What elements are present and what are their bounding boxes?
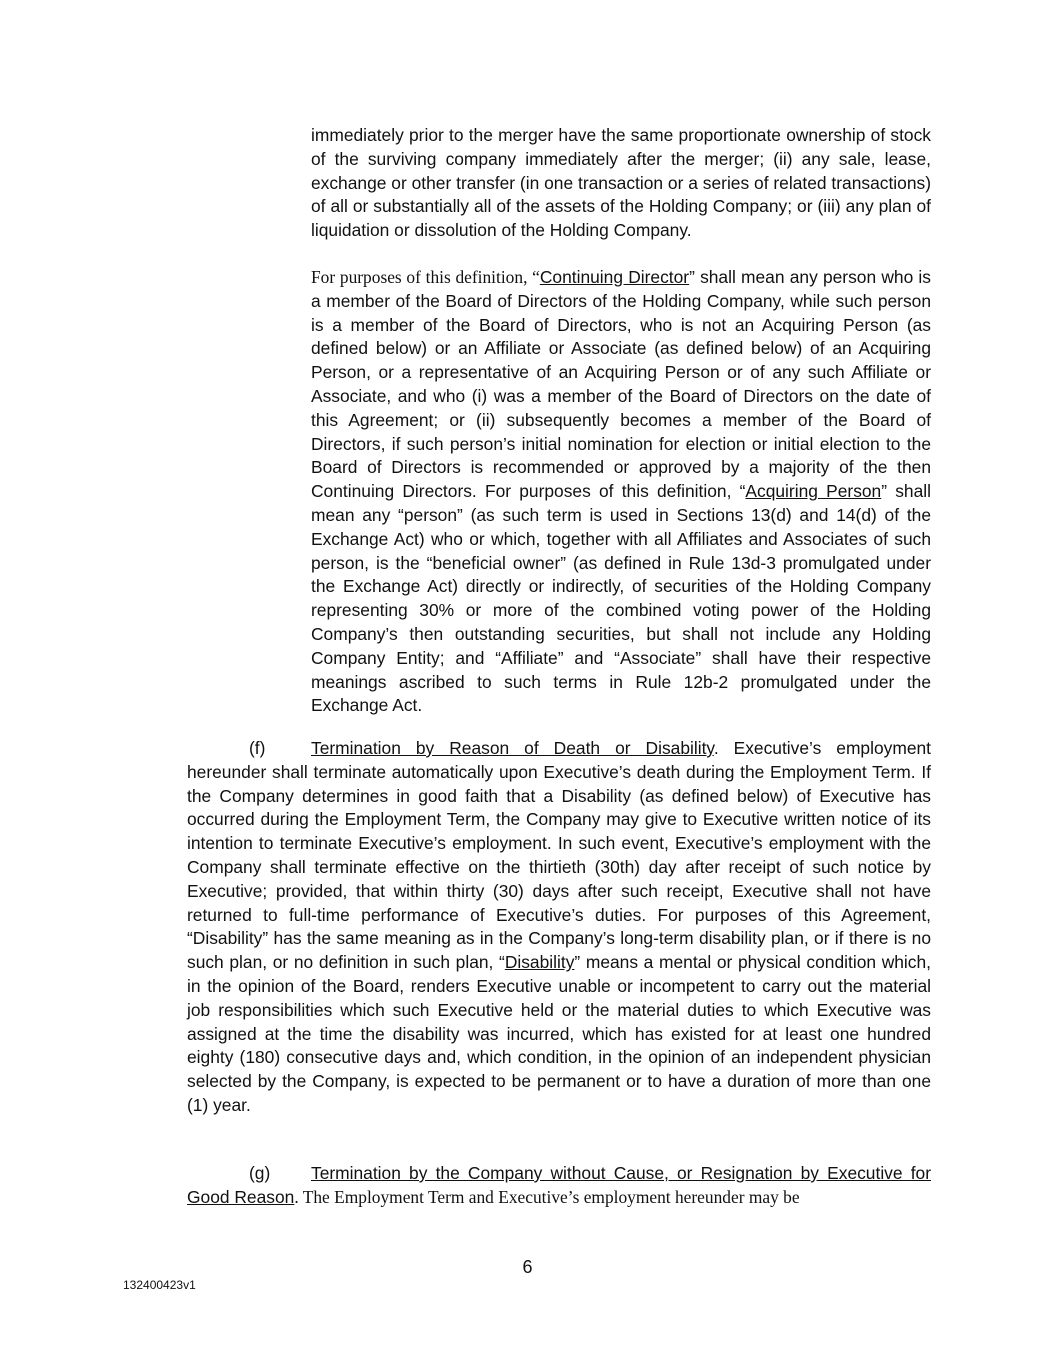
p2-lead: For purposes of this definition, “: [311, 267, 540, 287]
section-f-number: (f): [249, 738, 266, 758]
section-g-body: . The Employment Term and Executive’s employment hereunder may be: [294, 1186, 800, 1207]
section-g-paragraph: [187, 1162, 931, 1210]
term-disability: Disability: [504, 952, 575, 973]
term-continuing-director: Continuing Director: [539, 267, 690, 287]
section-g-number: (g): [249, 1163, 271, 1183]
section-g-heading: Termination by the Company without Cause, or Resignation by Executive for Good Reason: [187, 1163, 931, 1207]
p2-middle: ” shall mean any person who is a member of the Board of Directors of the Holding Company, while such person is a member of the Board of Directors, who is not an Acquiring Person (as defined below) or an Affiliate or Associate (as defined below) of an Acquiring Person, or a representative of an Acquiring Person or of any such Affiliate or Associate, and who (i) was a member of the Board of Directors on the date of this Agreement; or (ii) subsequently becomes a member of the Board of Directors, if such person’s initial nomination for election or initial election to the Board of Directors is recommended or approved by a majority of the then Continuing Directors. For purposes of this definition, “: [311, 267, 931, 502]
section-f-paragraph: [187, 737, 931, 1118]
section-f-body-a: . Executive’s employment hereunder shall terminate automatically upon Executive’s death during the Employment Term. If the Company determines in good faith that a Disability (as defined below) of Executive has occurred during the Employment Term, the Company may give to Executive written notice of its intention to terminate Executive’s employment. In such event, Executive’s employment with the Company shall terminate effective on the thirtieth (30th) day after receipt of such notice by Executive; provided, that within thirty (30) days after such receipt, Executive shall not have returned to full-time performance of Executive’s duties. For purposes of this Agreement, “Disability” has the same meaning as in the Company’s long-term disability plan, or if there is no such plan, or no definition in such plan, “: [187, 738, 931, 973]
paragraph-merger-continued: immediately prior to the merger have the same proportionate ownership of stock of the surviving company immediately after the merger; (ii) any sale, lease, exchange or other transfer (in one transaction or a series of related transactions) of all or substantially all of the assets of the Holding Company; or (iii) any plan of liquidation or dissolution of the Holding Company.: [311, 125, 931, 241]
section-f-heading: Termination by Reason of Death or Disability: [311, 738, 714, 758]
page-number: 6: [522, 1257, 533, 1277]
document-id: 132400423v1: [123, 1278, 196, 1292]
section-f-body-b: ” means a mental or physical condition which, in the opinion of the Board, renders Executive unable or incompetent to carry out the material job responsibilities which such Executive held or the material duties to which Executive was assigned at the time the disability was incurred, which has existed for at least one hundred eighty (180) consecutive days and, which condition, in the opinion of an independent physician selected by the Company, is expected to be permanent or to have a duration of more than one (1) year.: [187, 952, 931, 1115]
term-acquiring-person: Acquiring Person: [745, 481, 882, 502]
paragraph-continuing-director-definition: [311, 266, 931, 718]
p2-tail: ” shall mean any “person” (as such term is used in Sections 13(d) and 14(d) of the Exchange Act) who or which, together with all Affiliates and Associates of such person, is the “beneficial owner” (as defined in Rule 13d-3 promulgated under the Exchange Act) directly or indirectly, of securities of the Holding Company representing 30% or more of the combined voting power of the Holding Company’s then outstanding securities, but shall not include any Holding Company Entity; and “Affiliate” and “Associate” shall have their respective meanings ascribed to such terms in Rule 12b-2 promulgated under the Exchange Act.: [311, 481, 931, 716]
